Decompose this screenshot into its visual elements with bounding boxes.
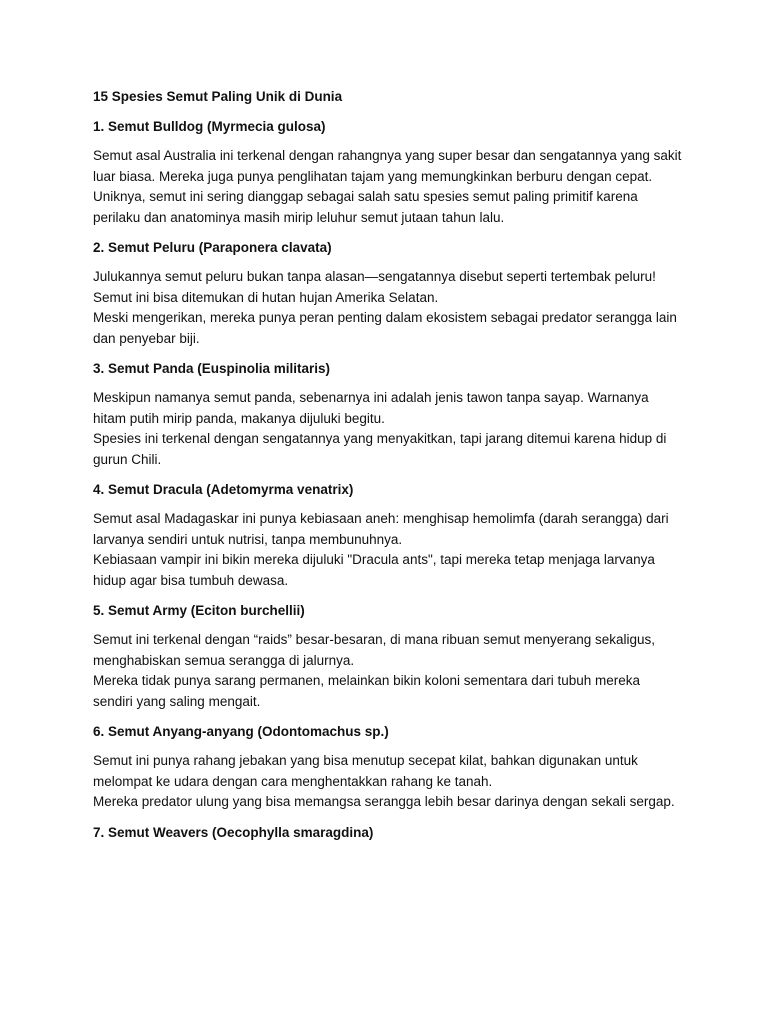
section-2 <box>93 237 683 349</box>
paragraph: Semut asal Australia ini terkenal dengan rahangnya yang super besar dan sengatannya yang sakit luar biasa. Mereka juga punya penglihatan tajam yang memungkinkan berburu dengan cepat. <box>93 148 682 184</box>
paragraph: Mereka tidak punya sarang permanen, melainkan bikin koloni sementara dari tubuh mereka sendiri yang saling mengait. <box>93 673 641 709</box>
document-title: 15 Spesies Semut Paling Unik di Dunia <box>93 89 343 104</box>
paragraph: Mereka predator ulung yang bisa memangsa serangga lebih besar darinya dengan sekali sergap. <box>93 794 675 809</box>
paragraph: Uniknya, semut ini sering dianggap sebagai salah satu spesies semut paling primitif karena perilaku dan anatominya masih mirip leluhur semut jutaan tahun lalu. <box>93 189 638 225</box>
paragraph: Semut ini terkenal dengan “raids” besar-besaran, di mana ribuan semut menyerang sekaligus, menghabiskan semua serangga di jalurnya. <box>93 632 656 668</box>
section-4 <box>93 479 683 591</box>
section-5 <box>93 600 683 712</box>
section-heading: 4. Semut Dracula (Adetomyrma venatrix) <box>93 482 354 497</box>
section-body <box>93 630 683 712</box>
section-body <box>93 509 683 591</box>
section-body <box>93 751 683 813</box>
paragraph: Meskipun namanya semut panda, sebenarnya ini adalah jenis tawon tanpa sayap. Warnanya hitam putih mirip panda, makanya dijuluki begitu. <box>93 390 649 426</box>
section-heading: 3. Semut Panda (Euspinolia militaris) <box>93 361 331 376</box>
paragraph: Semut ini punya rahang jebakan yang bisa menutup secepat kilat, bahkan digunakan untuk melompat ke udara dengan cara menghentakkan rahang ke tanah. <box>93 753 638 789</box>
section-heading: 7. Semut Weavers (Oecophylla smaragdina) <box>93 824 374 840</box>
section-body <box>93 388 683 470</box>
section-heading: 1. Semut Bulldog (Myrmecia gulosa) <box>93 119 326 134</box>
section-body <box>93 267 683 349</box>
section-body <box>93 146 683 228</box>
section-heading: 5. Semut Army (Eciton burchellii) <box>93 603 305 618</box>
section-3 <box>93 358 683 470</box>
paragraph: Spesies ini terkenal dengan sengatannya yang menyakitkan, tapi jarang ditemui karena hidup di gurun Chili. <box>93 431 667 467</box>
paragraph: Semut asal Madagaskar ini punya kebiasaan aneh: menghisap hemolimfa (darah serangga) dari larvanya sendiri untuk nutrisi, tanpa membunuhnya. <box>93 511 669 547</box>
section-1 <box>93 116 683 228</box>
section-7 <box>93 822 683 843</box>
paragraph: Meski mengerikan, mereka punya peran penting dalam ekosistem sebagai predator serangga lain dan penyebar biji. <box>93 310 677 346</box>
section-6 <box>93 721 683 813</box>
section-heading: 6. Semut Anyang-anyang (Odontomachus sp.) <box>93 724 389 739</box>
paragraph: Kebiasaan vampir ini bikin mereka dijuluki "Dracula ants", tapi mereka tetap menjaga larvanya hidup agar bisa tumbuh dewasa. <box>93 552 655 588</box>
section-heading: 2. Semut Peluru (Paraponera clavata) <box>93 240 332 255</box>
document-page <box>93 86 683 852</box>
paragraph: Julukannya semut peluru bukan tanpa alasan—sengatannya disebut seperti tertembak peluru! Semut ini bisa ditemukan di hutan hujan Amerika Selatan. <box>93 269 656 305</box>
